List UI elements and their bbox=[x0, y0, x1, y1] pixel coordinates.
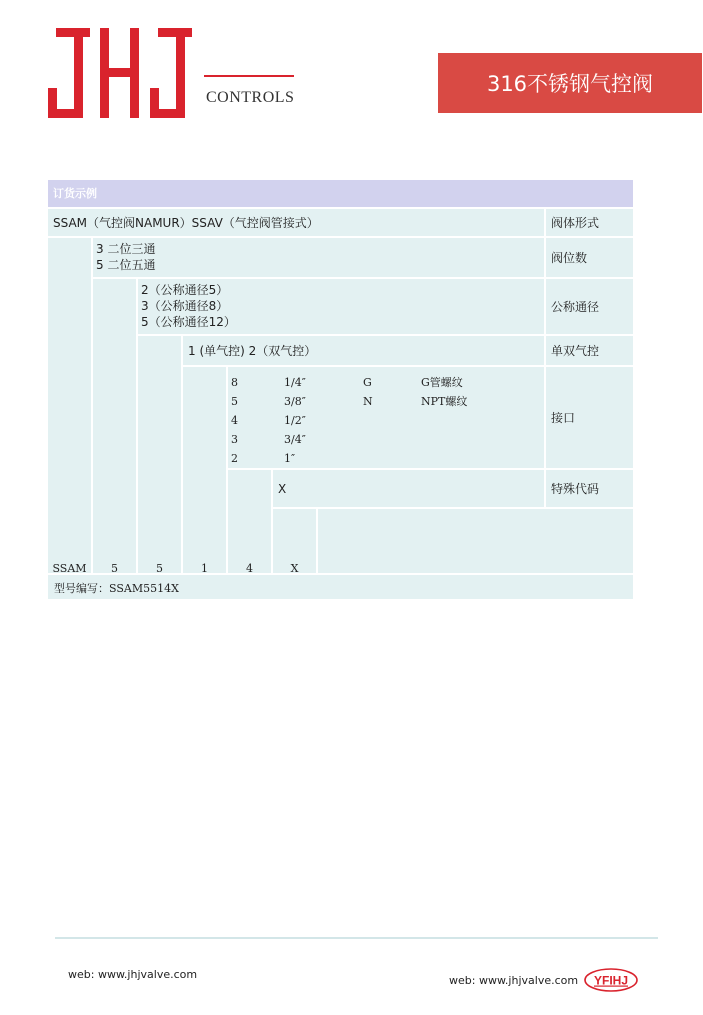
port-size: 3/4″ bbox=[284, 433, 306, 446]
jhj-logo-mark bbox=[48, 28, 193, 120]
code-value-connection: 4 bbox=[246, 562, 253, 575]
option-line: 3（公称通径8） bbox=[141, 299, 229, 313]
port-size: 1/2″ bbox=[284, 414, 306, 427]
port-code: 4 bbox=[231, 414, 238, 427]
code-value-series: SSAM bbox=[52, 562, 87, 575]
footer-website-left[interactable]: web: www.jhjvalve.com bbox=[68, 968, 198, 981]
logo-subtitle: CONTROLS bbox=[206, 89, 295, 106]
port-code: 5 bbox=[231, 395, 238, 408]
footer-divider bbox=[55, 937, 658, 939]
code-value-actuation: 1 bbox=[201, 562, 208, 575]
code-column-positions bbox=[93, 279, 136, 573]
port-code: 8 bbox=[231, 376, 238, 389]
option-line: 3 二位三通 bbox=[96, 242, 156, 256]
product-title-banner: 316不锈钢气控阀 bbox=[438, 53, 702, 113]
port-size: 1″ bbox=[284, 452, 296, 465]
option-line: 2（公称通径5） bbox=[141, 283, 229, 297]
model-number: 型号编写：SSAM5514X bbox=[48, 575, 633, 599]
svg-text:YFIHJ: YFIHJ bbox=[593, 973, 629, 988]
option-line: 5（公称通径12） bbox=[141, 315, 236, 329]
thread-code: N bbox=[363, 395, 373, 408]
code-column-size bbox=[138, 336, 181, 573]
code-value-size: 5 bbox=[156, 562, 163, 575]
thread-code: G bbox=[363, 376, 372, 389]
table-header: 订货示例 bbox=[48, 180, 633, 207]
port-code: 2 bbox=[231, 452, 238, 465]
thread-type: G管螺纹 bbox=[421, 376, 463, 389]
row-connection bbox=[228, 367, 544, 468]
label-body-type: 阀体形式 bbox=[546, 209, 633, 236]
code-value-positions: 5 bbox=[111, 562, 118, 575]
label-nominal-size: 公称通径 bbox=[546, 279, 633, 334]
footer-website-right[interactable]: web: www.jhjvalve.com bbox=[449, 974, 579, 987]
code-value-special: X bbox=[290, 562, 299, 575]
code-column-connection bbox=[228, 470, 271, 573]
order-example-table bbox=[48, 180, 633, 599]
port-code: 3 bbox=[231, 433, 238, 446]
logo-divider bbox=[204, 75, 294, 77]
row-positions bbox=[93, 238, 544, 277]
thread-type: NPT螺纹 bbox=[421, 395, 468, 408]
row-special-code: X bbox=[273, 470, 544, 507]
code-column-actuation bbox=[183, 367, 226, 573]
port-size: 1/4″ bbox=[284, 376, 306, 389]
code-remainder bbox=[318, 509, 633, 573]
stamp-icon bbox=[584, 968, 638, 992]
label-actuation: 单双气控 bbox=[546, 336, 633, 365]
label-positions: 阀位数 bbox=[546, 238, 633, 277]
code-column-series bbox=[48, 238, 91, 573]
label-special-code: 特殊代码 bbox=[546, 470, 633, 507]
brand-stamp-logo bbox=[584, 968, 638, 992]
label-connection: 接口 bbox=[546, 367, 633, 468]
port-size: 3/8″ bbox=[284, 395, 306, 408]
row-actuation: 1 (单气控) 2（双气控） bbox=[183, 336, 544, 365]
option-line: 5 二位五通 bbox=[96, 258, 156, 272]
row-body-type: SSAM（气控阀NAMUR）SSAV（气控阀管接式） bbox=[48, 209, 544, 236]
company-logo bbox=[48, 28, 298, 120]
row-nominal-size bbox=[138, 279, 544, 334]
